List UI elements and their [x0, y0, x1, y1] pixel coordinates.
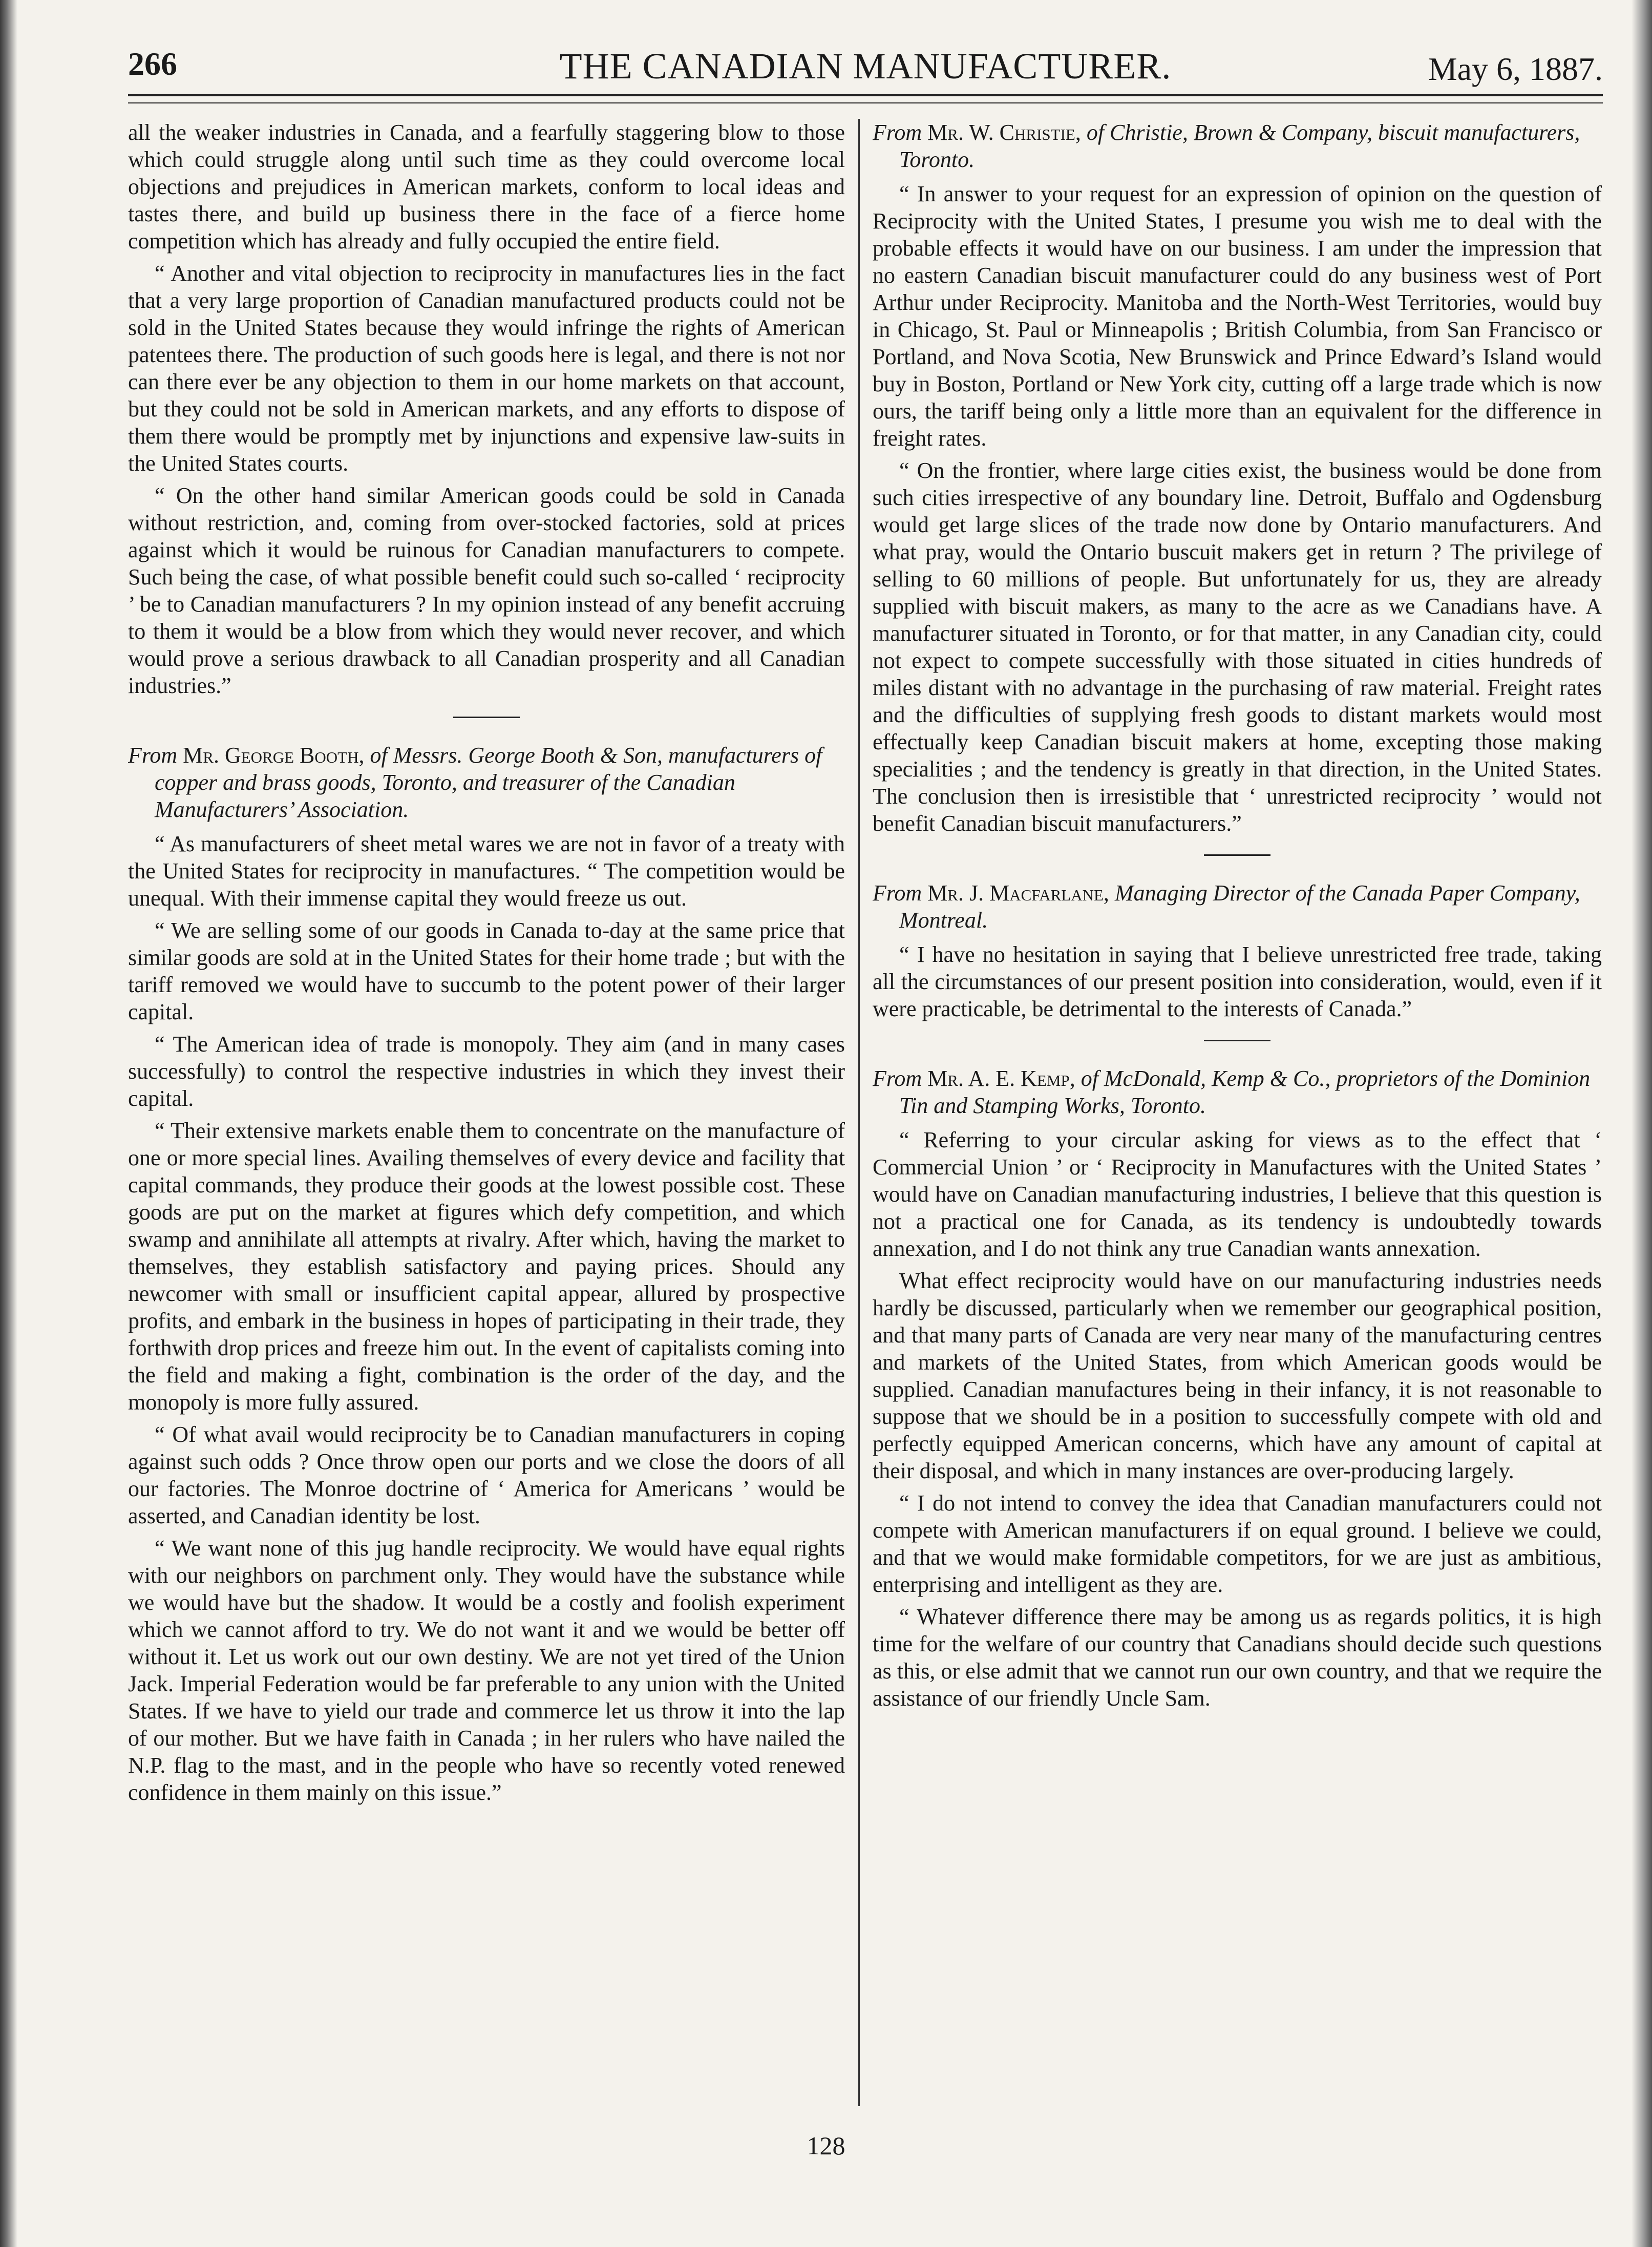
paragraph: “ I do not intend to convey the idea that Canadian manufacturers could not compete with American manufacturers if on equal ground. I believe we could, and that we would make formidable competitors, for we are just as ambitious, enterprising and intelligent as they are.	[873, 1490, 1602, 1597]
paragraph: “ We want none of this jug handle reciprocity. We would have equal rights with our neighbors on parchment only. They would have the substance while we would have but the shadow. It would be a costly and foolish experiment which we cannot afford to try. We do not want it and we would be better off without it. Let us work out our own destiny. We are not yet tired of the Union Jack. Imperial Federation would be far preferable to any union with the United States. If we have to yield our trade and commerce let us throw it into the lap of our mother. But we have faith in Canada ; in her rulers who have nailed the N.P. flag to the mast, and in the people who have so recently voted renewed confidence in them mainly on this issue.”	[128, 1536, 845, 1805]
paragraph: “ In answer to your request for an expression of opinion on the question of Reciprocity with the United States, I presume you wish me to deal with the probable effects it would have on our business. I am under the impression that no eastern Canadian biscuit manufacturer could do any business west of Port Arthur under Reciprocity. Manitoba and the North-West Territories, would buy in Chicago, St. Paul or Minneapolis ; British Columbia, from San Francisco or Portland, and Nova Scotia, New Brunswick and Prince Edward’s Island would buy in Boston, Portland or New York city, cutting off a large trade which is now ours, the tariff being only a little more than an equivalent for the difference in freight rates.	[873, 181, 1602, 451]
letter-heading-kemp: From Mr. A. E. Kemp, of McDonald, Kemp & Co., proprietors of the Dominion Tin and Stamping Works, Toronto.	[873, 1066, 1591, 1118]
paragraph: “ Whatever difference there may be among us as regards politics, it is high time for the welfare of our country that Canadians should decide such questions as this, or else admit that we cannot run our own country, and that we require the assistance of our friendly Uncle Sam.	[873, 1604, 1602, 1711]
right-column	[873, 119, 1602, 2106]
correspondent-name: Mr. J. Macfarlane,	[927, 880, 1109, 906]
scan-edge-right	[1632, 0, 1652, 2247]
paragraph: “ We are selling some of our goods in Canada to-day at the same price that similar goods are sold at in the United States for their home trade ; but with the tariff removed we would have to succumb to the potent power of their larger capital.	[128, 918, 845, 1024]
paragraph: “ Their extensive markets enable them to concentrate on the manufacture of one or more special lines. Availing themselves of every device and facility that capital commands, they produce their goods at the lowest possible cost. These goods are put on the market at figures which defy competition, and which swamp and annihilate all attempts at rivalry. After which, having the market to themselves, they establish satisfactory and paying prices. Should any newcomer with small or insufficient capital appear, allured by prospective profits, and embark in the business in hopes of participating in their trade, they forthwith drop prices and freeze him out. In the event of capitalists coming into the field and making a fight, combination is the order of the day, and the monopoly is more fully assured.	[128, 1118, 845, 1415]
paragraph: all the weaker industries in Canada, and a fearfully staggering blow to those which could struggle along until such time as they could overcome local objections and prejudices in American markets, conform to local ideas and tastes there, and build up business there in the face of a fierce home competition which has already and fully occupied the entire field.	[128, 120, 845, 254]
correspondent-name: Mr. W. Christie,	[927, 120, 1081, 145]
scan-edge-left	[0, 0, 17, 2247]
correspondent-name: Mr. George Booth,	[183, 743, 365, 768]
column-divider	[858, 119, 860, 2106]
issue-date: May 6, 1887.	[1428, 51, 1603, 87]
running-header	[128, 45, 1603, 96]
correspondent-name: Mr. A. E. Kemp,	[927, 1066, 1075, 1091]
correspondent-description: of McDonald, Kemp & Co., proprietors of the Dominion Tin and Stamping Works, Toronto.	[899, 1066, 1591, 1118]
paragraph: “ Referring to your circular asking for views as to the effect that ‘ Commercial Union ’ or ‘ Reciprocity in Manufactures with the United States ’ would have on Canadian manufacturing industries, I believe that this question is not a practical one for Canada, as its tendency is undoubtedly towards annexation, and I do not think any true Canadian wants annexation.	[873, 1127, 1602, 1261]
paragraph: “ As manufacturers of sheet metal wares we are not in favor of a treaty with the United States for reciprocity in manufactures. “ The competition would be unequal. With their immense capital they would freeze us out.	[128, 831, 845, 911]
paragraph: What effect reciprocity would have on our manufacturing industries needs hardly be discussed, particularly when we remember our geographical position, and that many parts of Canada are very near many of the manufacturing centres and markets of the United States, from which American goods would be supplied. Canadian manufactures being in their infancy, it is not reasonable to suppose that we should be in a position to successfully compete with old and perfectly equipped American concerns, which have any amount of capital at their disposal, and which in many instances are over-producing largely.	[873, 1268, 1602, 1483]
letter-heading-macfarlane: From Mr. J. Macfarlane, Managing Director of the Canada Paper Company, Montreal.	[873, 880, 1580, 933]
correspondent-description: of Messrs. George Booth & Son, manufacturers of copper and brass goods, Toronto, and treasurer of the Canadian Manufacturers’ Association.	[155, 743, 822, 822]
section-separator	[1204, 854, 1270, 856]
paragraph: “ On the frontier, where large cities exist, the business would be done from such cities irrespective of any boundary line. Detroit, Buffalo and Ogdensburg would get large slices of the trade now done by Ontario manufacturers. And what pray, would the Ontario buscuit makers get in return ? The privilege of selling to 60 millions of people. But unfortunately for us, they are already supplied with biscuit makers, as many to the acre as we Canadians have. A manufacturer situated in Toronto, or for that matter, in any Canadian city, could not expect to compete successfully with those situated in cities hundreds of miles distant with no advantage in the purchasing of raw material. Freight rates and the difficulties of supplying fresh goods to distant markets would most effectually keep Canadian biscuit makers at home, excepting those making specialities ; and the tendency is greatly in that direction, in the United States. The conclusion then is irresistible that ‘ unrestricted reciprocity ’ would not benefit Canadian biscuit manufacturers.”	[873, 458, 1602, 836]
folio-number: 128	[807, 2131, 845, 2160]
left-column	[128, 119, 845, 2106]
publication-title: THE CANADIAN MANUFACTURER.	[559, 46, 1172, 87]
section-separator	[453, 717, 520, 718]
paragraph: “ On the other hand similar American goods could be sold in Canada without restriction, and, coming from over-stocked factories, sold at prices against which it would be ruinous for Canadian manufacturers to compete. Such being the case, of what possible benefit could such so-called ‘ reciprocity ’ be to Canadian manufacturers ? In my opinion instead of any benefit accruing to them it would be a blow from which they would never recover, and which would prove a serious drawback to all Canadian prosperity and all Canadian industries.”	[128, 483, 845, 698]
letter-heading-booth: From Mr. George Booth, of Messrs. George Booth & Son, manufacturers of copper and brass goods, Toronto, and treasurer of the Canadian Manufacturers’ Association.	[128, 743, 822, 822]
paragraph: “ Another and vital objection to reciprocity in manufactures lies in the fact that a very large proportion of Canadian manufactured products could not be sold in the United States because they would infringe the rights of American patentees there. The production of such goods here is legal, and there is not nor can there ever be any objection to them in our home markets on that account, but they could not be sold in American markets, and any efforts to dispose of them there would be promptly met by injunctions and expensive law-suits in the United States courts.	[128, 261, 845, 476]
header-rule-thin	[128, 102, 1603, 103]
page-number: 266	[128, 46, 177, 82]
header-rule	[128, 94, 1603, 96]
correspondent-description: of Christie, Brown & Company, biscuit manufacturers, Toronto.	[899, 120, 1580, 172]
paragraph: “ I have no hesitation in saying that I believe unrestricted free trade, taking all the circumstances of our present position into consideration, would, even if it were practicable, be detrimental to the interests of Canada.”	[873, 942, 1602, 1021]
paragraph: “ Of what avail would reciprocity be to Canadian manufacturers in coping against such odds ? Once throw open our ports and we close the doors of all our factories. The Monroe doctrine of ‘ America for Americans ’ would be asserted, and Canadian identity be lost.	[128, 1422, 845, 1528]
letter-heading-christie: From Mr. W. Christie, of Christie, Brown & Company, biscuit manufacturers, Toronto.	[873, 120, 1580, 172]
correspondent-description: Managing Director of the Canada Paper Company, Montreal.	[899, 880, 1580, 933]
section-separator	[1204, 1040, 1270, 1041]
paragraph: “ The American idea of trade is monopoly. They aim (and in many cases successfully) to control the respective industries in which they invest their capital.	[128, 1032, 845, 1111]
